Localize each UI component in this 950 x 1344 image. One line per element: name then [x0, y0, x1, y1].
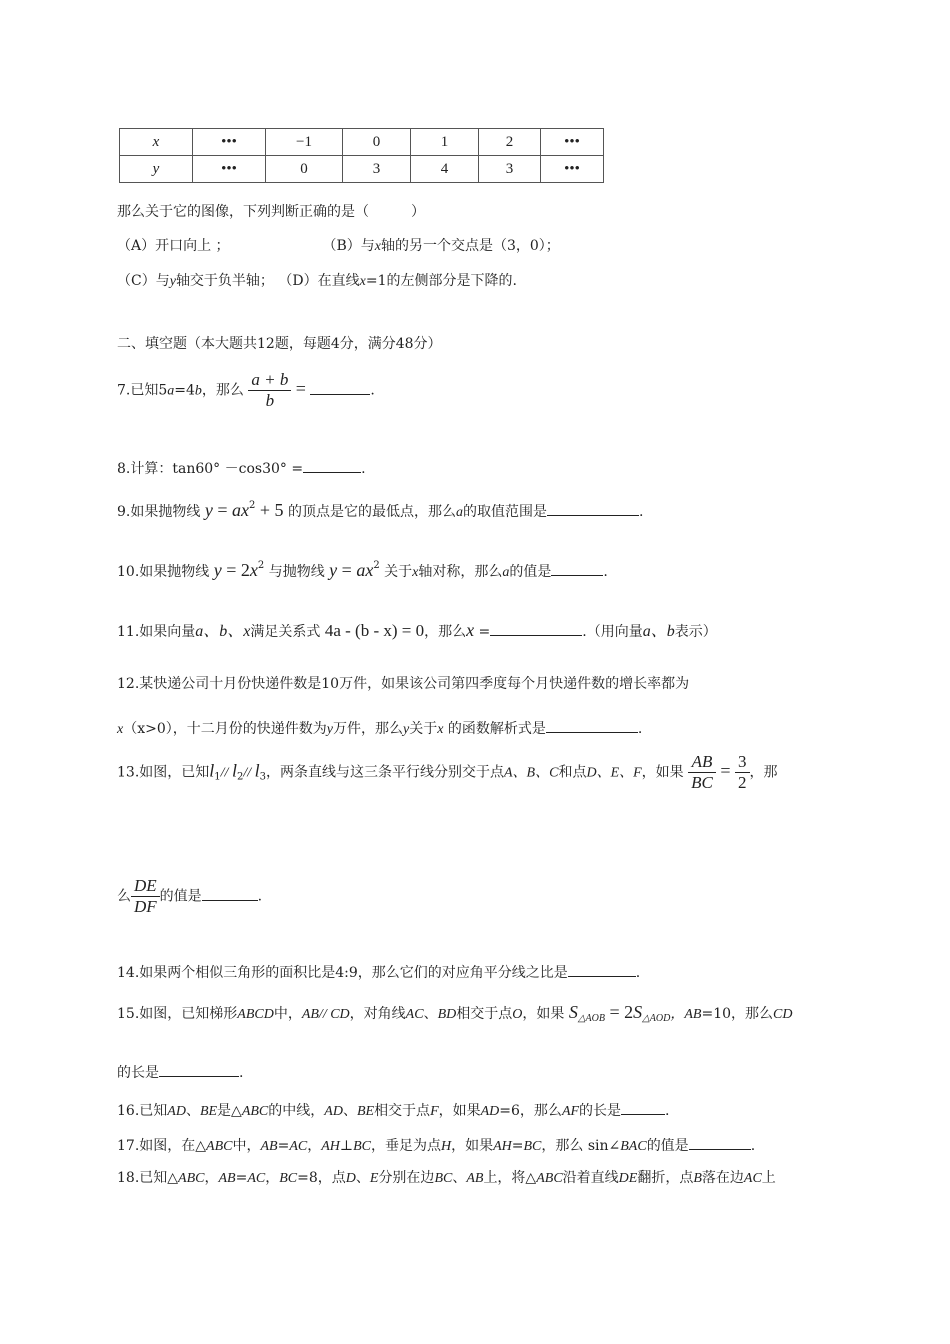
question-15-line1: 15.如图，已知梯形ABCD中，AB// CD，对角线AC、BD相交于点O，如果 $S_{\triangle AOB} = 2S_{\triangle AOD}$，AB=10，那么CD	[117, 1002, 793, 1024]
question-8: 8.计算：tan60° －cos30° = .	[117, 458, 366, 478]
question-14: 14.如果两个相似三角形的面积比是4:9，那么它们的对应角平分线之比是 .	[117, 962, 640, 982]
answer-blank[interactable]	[546, 718, 638, 733]
q6-options-ab	[117, 238, 560, 256]
table-cell: •••	[541, 129, 604, 156]
table-cell: •••	[541, 156, 604, 183]
question-16: 16.已知AD、BE是△ABC的中线，AD、BE相交于点F，如果AD=6，那么AF的长是 .	[117, 1100, 670, 1121]
table-cell: 3	[343, 156, 411, 183]
question-18: 18.已知△ABC，AB=AC，BC=8，点D、E分别在边BC、AB上，将△ABC沿着直线DE翻折，点B落在边AC上	[117, 1170, 776, 1186]
table-cell: −1	[266, 129, 343, 156]
question-11: 11.如果向量a、b、x满足关系式 4a - (b - x) = 0，那么x = .（用向量a、b表示）	[117, 620, 717, 640]
formula: 4a - (b - x) = 0	[324, 621, 425, 640]
answer-blank[interactable]	[689, 1135, 751, 1150]
q6-option-d: （D）在直线x=1的左侧部分是下降的.	[278, 273, 517, 289]
question-13-line1: 13.如图，已知$l_1//$ $l_2//$ $l_3$，两条直线与这三条平行线分别交于点A、B、C和点D、E、F，如果 $\frac{AB}{BC}$ = $\frac{3}{2}$ ，那	[117, 752, 778, 792]
table-row-x	[120, 129, 604, 156]
answer-blank[interactable]	[202, 886, 258, 901]
table-cell: 4	[411, 156, 479, 183]
section-heading: 二、填空题（本大题共12题，每题4分，满分48分）	[117, 336, 442, 352]
table-row-y	[120, 156, 604, 183]
formula: $S_{\triangle AOB} = 2S_{\triangle AOD}$	[568, 1002, 671, 1024]
table-cell: y	[120, 156, 193, 183]
fraction: $\frac{AB}{BC}$	[688, 752, 716, 793]
value-table	[119, 128, 604, 183]
formula: $y = ax^2$	[329, 560, 380, 580]
question-9: 9.如果抛物线 $y = ax^2 + 5$ 的顶点是它的最低点，那么a的取值范围是 .	[117, 500, 644, 520]
answer-blank[interactable]	[568, 962, 636, 977]
table-cell: 2	[479, 129, 541, 156]
question-13-line2: 么 $\frac{DE}{DF}$ 的值是 .	[117, 876, 263, 916]
table-cell: 3	[479, 156, 541, 183]
q6-stem: 那么关于它的图像，下列判断正确的是（ ）	[117, 204, 425, 220]
answer-blank[interactable]	[547, 501, 639, 516]
answer-blank[interactable]	[490, 621, 582, 636]
question-7: 7.已知5a=4b，那么 $\frac{a + b}{b}$ = .	[117, 370, 375, 410]
question-12-line1: 12.某快递公司十月份快递件数是10万件，如果该公司第四季度每个月快递件数的增长率都为	[117, 676, 690, 692]
question-15-line2: 的长是 .	[117, 1062, 243, 1082]
fraction: $\frac{a + b}{b}$	[248, 370, 291, 411]
table-cell: 0	[266, 156, 343, 183]
question-17: 17.如图，在△ABC中，AB=AC，AH⊥BC，垂足为点H，如果AH=BC，那么 sin∠BAC的值是 .	[117, 1135, 755, 1156]
question-10: 10.如果抛物线 $y = 2x^2$ 与抛物线 $y = ax^2$ 关于x轴对称，那么a的值是 .	[117, 560, 608, 580]
fraction: $\frac{DE}{DF}$	[131, 876, 160, 917]
q6-option-a: （A）开口向上 ；	[117, 238, 230, 254]
fraction: $\frac{3}{2}$	[735, 752, 750, 793]
table-cell: x	[120, 129, 193, 156]
table-cell: 0	[343, 129, 411, 156]
q6-option-c: （C）与y轴交于负半轴；	[117, 273, 274, 289]
table-cell: •••	[193, 129, 266, 156]
formula: $y = ax^2 + 5$	[204, 500, 284, 520]
answer-blank[interactable]	[621, 1100, 665, 1115]
table-cell: •••	[193, 156, 266, 183]
answer-blank[interactable]	[551, 561, 603, 576]
answer-blank[interactable]	[303, 458, 361, 473]
question-12-line2: x（x>0），十二月份的快递件数为y万件，那么y关于x 的函数解析式是 .	[117, 718, 642, 739]
table-cell: 1	[411, 129, 479, 156]
formula: $y = 2x^2$	[213, 560, 265, 580]
answer-blank[interactable]	[159, 1062, 239, 1077]
q6-option-b: （B）与x轴的另一个交点是（3，0）；	[322, 238, 560, 254]
answer-blank[interactable]	[310, 380, 370, 395]
q6-options-cd	[117, 273, 517, 291]
